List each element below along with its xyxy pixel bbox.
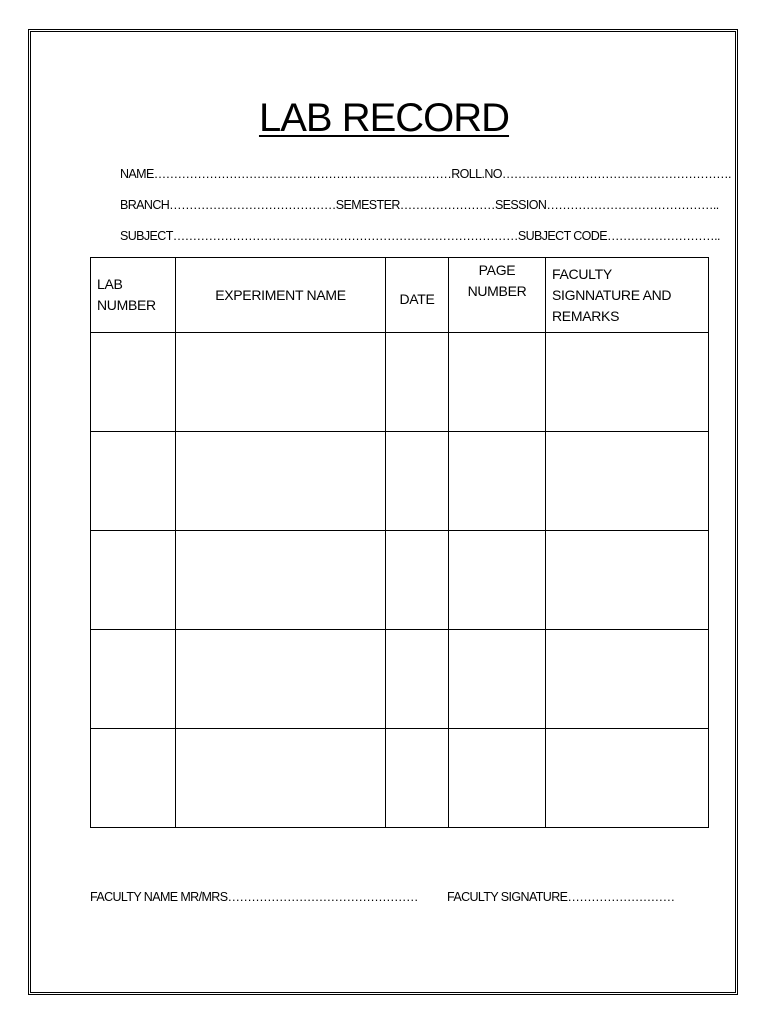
lab-record-table: [90, 257, 709, 828]
table-header-row: [91, 258, 709, 333]
table-cell[interactable]: [386, 531, 449, 630]
table-cell[interactable]: [176, 432, 386, 531]
header-date-text: DATE: [399, 290, 435, 307]
header-experiment-name: [176, 258, 386, 333]
table-cell[interactable]: [386, 630, 449, 729]
header-faculty-signature: [546, 258, 709, 333]
table-cell[interactable]: [546, 531, 709, 630]
header-page-number: [449, 258, 546, 333]
header-lab-number-line1: LAB: [97, 276, 123, 292]
header-page-number-line2: NUMBER: [467, 283, 527, 299]
header-date: [386, 258, 449, 333]
subject-code-field: SUBJECT……………………………………………………………………………SUBJECT CODE………………………..: [120, 229, 720, 243]
table-cell[interactable]: [91, 630, 176, 729]
table-cell[interactable]: [546, 729, 709, 828]
table-cell[interactable]: [176, 333, 386, 432]
table-cell[interactable]: [449, 333, 546, 432]
table-cell[interactable]: [91, 333, 176, 432]
branch-semester-session-field: BRANCH……………………………………SEMESTER……………………SESSION……………………………………..: [120, 198, 719, 212]
table-row: [91, 432, 709, 531]
table-cell[interactable]: [386, 333, 449, 432]
header-faculty-line2: SIGNNATURE AND: [552, 286, 672, 303]
header-page-number-line1: PAGE: [478, 262, 516, 278]
header-experiment-name-text: EXPERIMENT NAME: [215, 286, 346, 303]
table-cell[interactable]: [176, 531, 386, 630]
name-roll-field: NAME…………………………………………………………………ROLL.NO………………………………………………….: [120, 167, 731, 181]
table-cell[interactable]: [91, 729, 176, 828]
table-row: [91, 630, 709, 729]
header-faculty-line1: FACULTY: [552, 265, 612, 282]
table-cell[interactable]: [176, 630, 386, 729]
table-row: [91, 333, 709, 432]
header-lab-number-line2: NUMBER: [97, 297, 156, 313]
table-cell[interactable]: [449, 630, 546, 729]
table-cell[interactable]: [91, 531, 176, 630]
table-cell[interactable]: [91, 432, 176, 531]
table-cell[interactable]: [176, 729, 386, 828]
faculty-name-field: FACULTY NAME MR/MRS…………………………………………: [90, 890, 418, 904]
table-cell[interactable]: [546, 333, 709, 432]
header-lab-number: [91, 258, 176, 333]
table-cell[interactable]: [449, 729, 546, 828]
table-row: [91, 531, 709, 630]
table-cell[interactable]: [386, 729, 449, 828]
faculty-signature-field: FACULTY SIGNATURE………………………: [447, 890, 675, 904]
header-faculty-line3: REMARKS: [552, 307, 620, 324]
table-cell[interactable]: [386, 432, 449, 531]
table-cell[interactable]: [449, 531, 546, 630]
table-cell[interactable]: [449, 432, 546, 531]
table-cell[interactable]: [546, 630, 709, 729]
table-cell[interactable]: [546, 432, 709, 531]
table-row: [91, 729, 709, 828]
page-title: LAB RECORD: [258, 96, 510, 140]
